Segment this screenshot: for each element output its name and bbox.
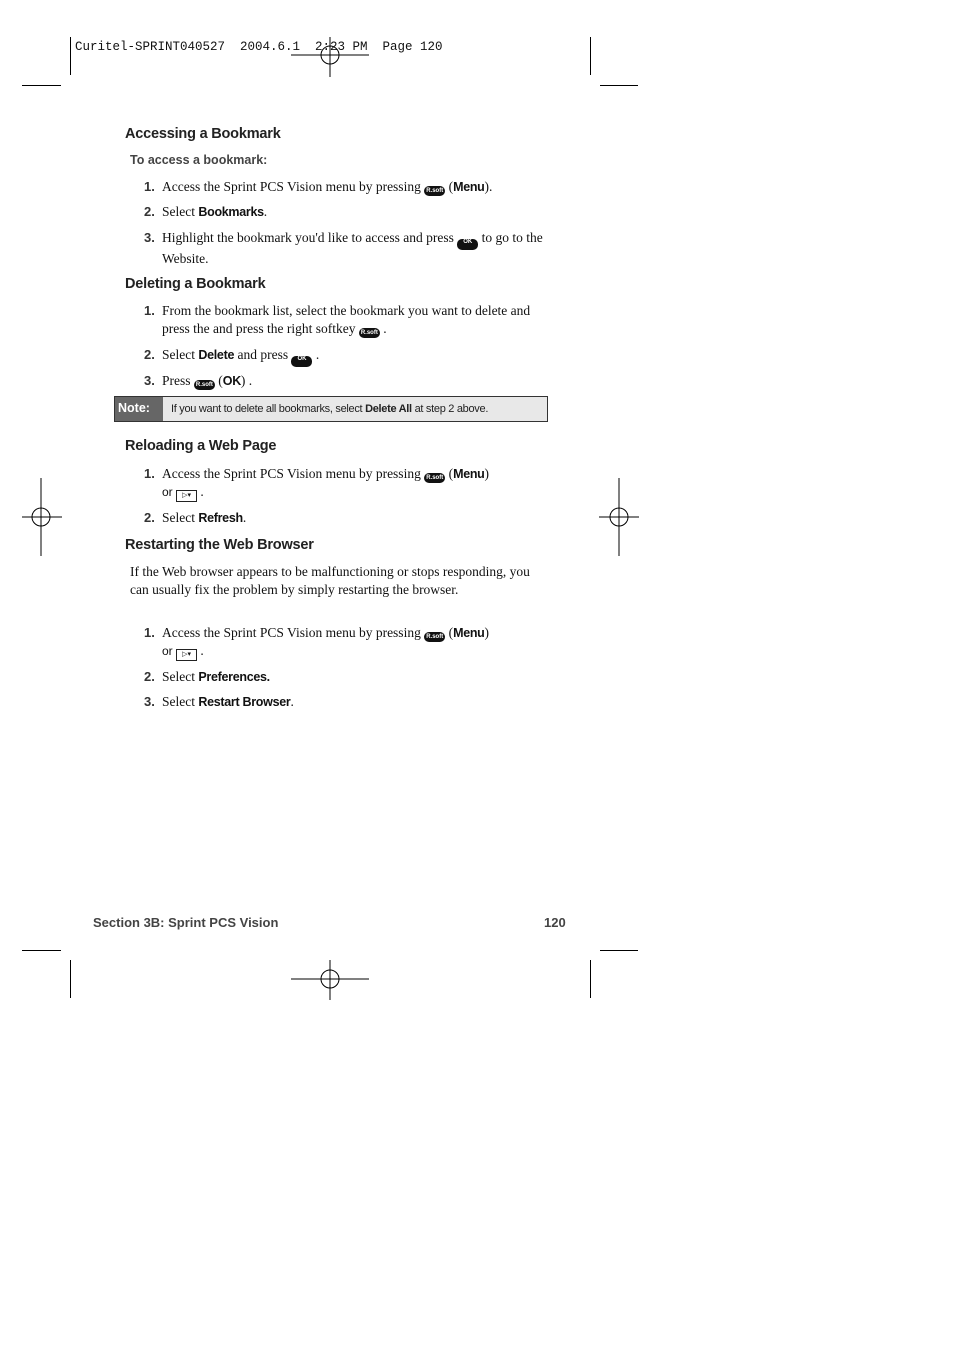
- refresh-label: Refresh: [198, 511, 243, 525]
- list-item: 3. Press R.soft (OK) .: [144, 373, 253, 388]
- restart-paragraph: If the Web browser appears to be malfunctioning or stops responding, you can usually fix the problem by simply restarting the browser.: [130, 564, 530, 597]
- footer-section: Section 3B: Sprint PCS Vision: [93, 915, 279, 930]
- nav-key-icon: ▷▾: [176, 490, 197, 502]
- list-item: 2. Select Refresh.: [144, 510, 247, 525]
- step-text: From the bookmark list, select the bookmark you want to delete and press the and press the right softkey: [162, 303, 531, 336]
- footer-page-number: 120: [544, 915, 566, 930]
- step-text-after: to go to the Website.: [162, 230, 543, 266]
- ok-key-icon: OK: [457, 239, 478, 250]
- ok-key-icon: OK: [291, 356, 312, 367]
- step-text-after: and press: [237, 347, 289, 362]
- step-number: 2.: [144, 669, 155, 684]
- step-text: Highlight the bookmark you'd like to access and press: [162, 230, 454, 245]
- or-word: or: [162, 644, 173, 658]
- registration-mark-top: [291, 37, 369, 77]
- preferences-label: Preferences.: [198, 670, 270, 684]
- step-number: 1.: [144, 179, 155, 194]
- intro-to-access: To access a bookmark:: [130, 153, 268, 167]
- step-text: Select: [162, 669, 195, 684]
- restart-browser-label: Restart Browser: [198, 695, 291, 709]
- print-slug: Curitel-SPRINT040527 2004.6.1 2:23 PM Page 120: [75, 40, 443, 54]
- step-text: Select: [162, 510, 195, 525]
- step-number: 3.: [144, 694, 155, 709]
- bookmarks-label: Bookmarks: [198, 205, 264, 219]
- softkey-icon: R.soft: [426, 634, 444, 640]
- step-text: Access the Sprint PCS Vision menu by pressing: [162, 466, 421, 481]
- heading-restarting-browser: Restarting the Web Browser: [125, 537, 314, 553]
- list-item: [144, 229, 544, 268]
- softkey-icon: R.soft: [426, 188, 444, 194]
- step-number: 2.: [144, 347, 155, 362]
- step-text: Access the Sprint PCS Vision menu by pressing: [162, 625, 421, 640]
- registration-mark-bottom: [291, 960, 369, 1000]
- or-word: or: [162, 485, 173, 499]
- step-text: Select: [162, 204, 195, 219]
- crop-mark: [22, 950, 61, 951]
- step-text: Access the Sprint PCS Vision menu by pressing: [162, 179, 421, 194]
- step-number: 1.: [144, 303, 155, 318]
- ok-label: OK: [222, 374, 241, 388]
- list-item: 2. Select Delete and press OK .: [144, 346, 544, 367]
- heading-accessing-bookmark: Accessing a Bookmark: [125, 126, 281, 142]
- heading-reloading-page: Reloading a Web Page: [125, 438, 277, 454]
- nav-key-icon: ▷▾: [176, 649, 197, 661]
- heading-deleting-bookmark: Deleting a Bookmark: [125, 276, 266, 292]
- registration-mark-left: [22, 478, 62, 556]
- list-item: 3. Select Restart Browser.: [144, 694, 294, 709]
- step-number: 3.: [144, 373, 155, 388]
- crop-mark: [600, 950, 638, 951]
- menu-label: Menu: [453, 180, 485, 194]
- menu-label: Menu: [453, 467, 485, 481]
- list-item: 1. Access the Sprint PCS Vision menu by pressing R.soft (Menu) or ▷▾ .: [144, 465, 544, 502]
- crop-mark: [70, 37, 71, 75]
- list-item: 1. Access the Sprint PCS Vision menu by pressing R.soft (Menu) or ▷▾ .: [144, 624, 544, 661]
- crop-mark: [70, 960, 71, 998]
- softkey-icon: R.soft: [360, 330, 378, 336]
- registration-mark-right: [599, 478, 639, 556]
- step-number: 1.: [144, 466, 155, 481]
- step-number: 2.: [144, 510, 155, 525]
- note-text-after: at step 2 above.: [414, 403, 489, 415]
- list-item: 1. Access the Sprint PCS Vision menu by pressing R.soft (Menu).: [144, 179, 493, 194]
- note-label: Note:: [115, 397, 163, 421]
- softkey-icon: R.soft: [426, 475, 444, 481]
- note-delete-all: Delete All: [365, 403, 412, 415]
- crop-mark: [590, 960, 591, 998]
- crop-mark: [22, 85, 61, 86]
- note-box: [114, 396, 548, 422]
- list-item: 1. From the bookmark list, select the bookmark you want to delete and press the and press the right softkey R.soft .: [144, 303, 531, 336]
- step-number: 1.: [144, 625, 155, 640]
- crop-mark: [600, 85, 638, 86]
- list-item: [144, 668, 544, 686]
- step-number: 2.: [144, 204, 155, 219]
- menu-label: Menu: [453, 626, 485, 640]
- crop-mark: [590, 37, 591, 75]
- step-text: Press: [162, 373, 191, 388]
- delete-label: Delete: [198, 348, 235, 362]
- step-number: 3.: [144, 230, 155, 245]
- note-text-before: If you want to delete all bookmarks, select: [171, 403, 363, 415]
- step-text: Select: [162, 347, 195, 362]
- note-text: [171, 397, 488, 421]
- step-text: Select: [162, 694, 195, 709]
- list-item: 2. Select Bookmarks.: [144, 204, 268, 219]
- softkey-icon: R.soft: [195, 382, 213, 388]
